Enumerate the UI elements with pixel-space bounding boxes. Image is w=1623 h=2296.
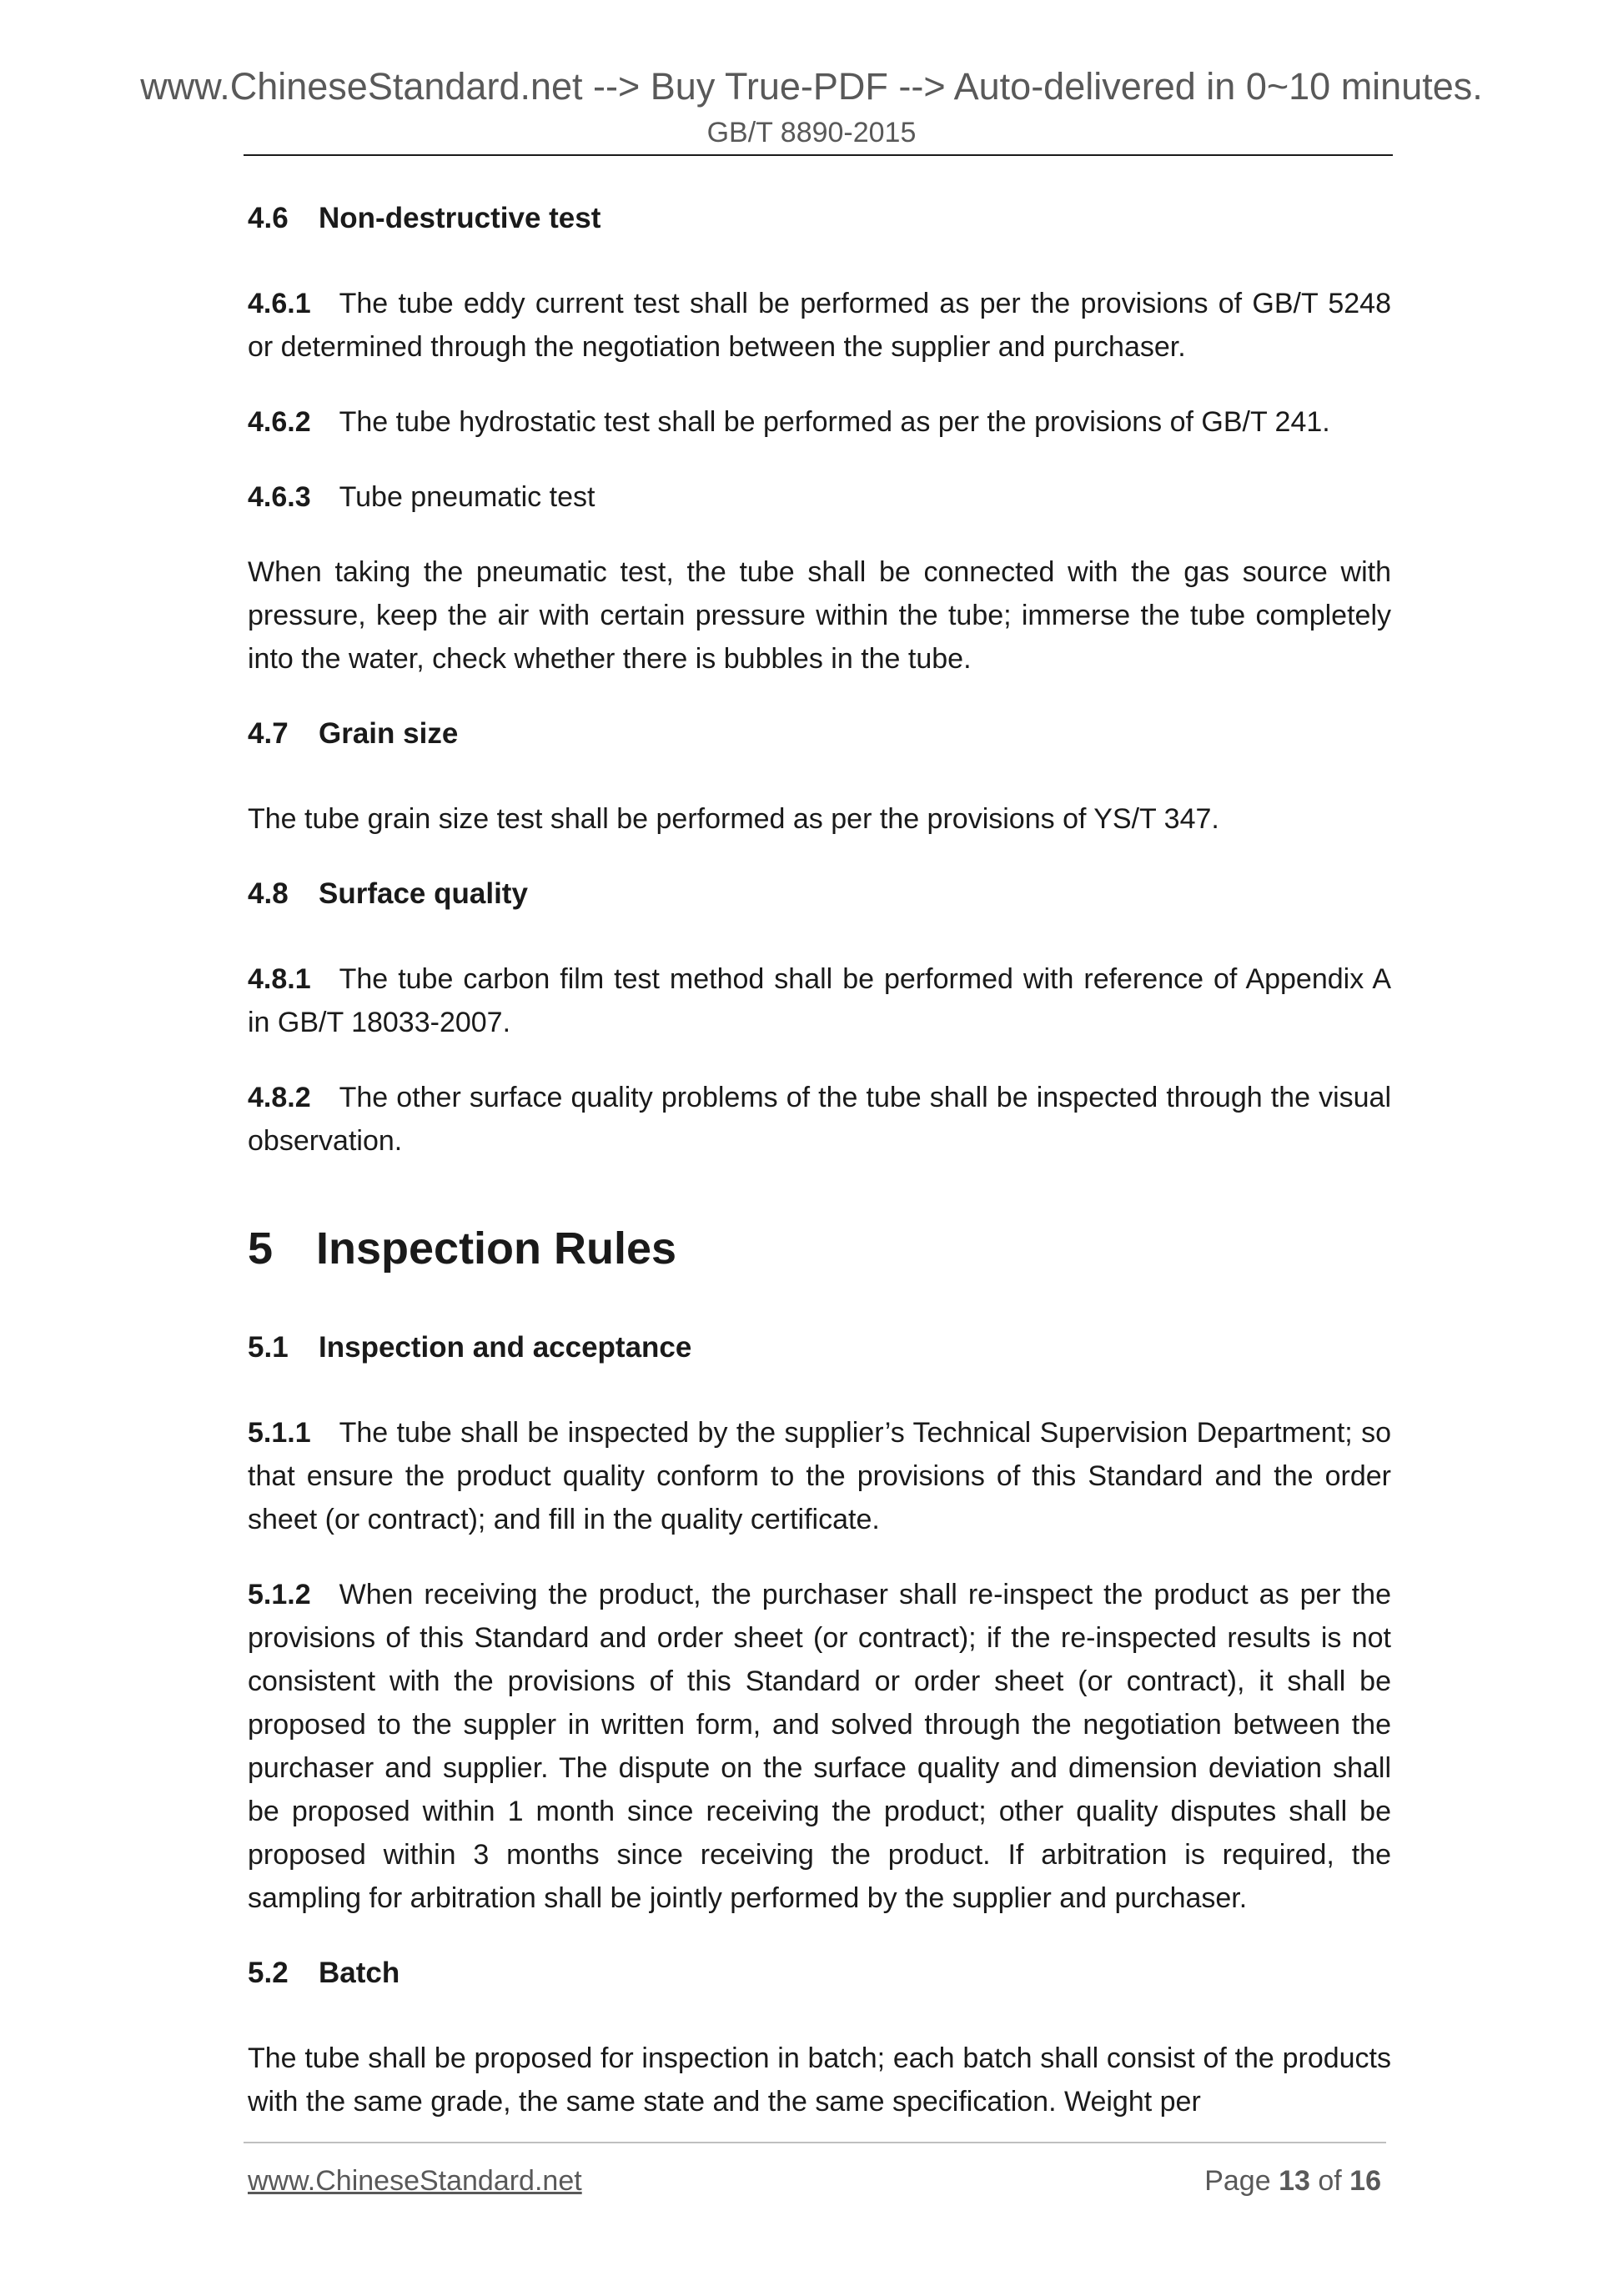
document-body <box>248 197 1391 2155</box>
section-heading-4-8 <box>248 872 1391 916</box>
clause-text: Tube pneumatic test <box>339 481 595 513</box>
clause-4-8-1 <box>248 957 1391 1044</box>
clause-text: The tube hydrostatic test shall be performed as per the provisions of GB/T 241. <box>339 406 1330 438</box>
clause-4-6-2 <box>248 400 1391 444</box>
clause-5-1-1 <box>248 1411 1391 1541</box>
chapter-heading-5 <box>248 1219 1391 1278</box>
clause-number: 4.6.3 <box>248 481 311 513</box>
footer-divider <box>244 2142 1386 2143</box>
clause-4-8-2 <box>248 1076 1391 1163</box>
clause-number: 4.8.2 <box>248 1082 311 1113</box>
clause-5-1-2 <box>248 1573 1391 1920</box>
section-title: Inspection and acceptance <box>319 1331 692 1364</box>
clause-number: 5.1.1 <box>248 1417 311 1449</box>
page-prefix: Page <box>1204 2165 1271 2197</box>
section-number: 5.1 <box>248 1331 289 1364</box>
section-heading-4-6 <box>248 197 1391 240</box>
page-current: 13 <box>1279 2165 1310 2197</box>
section-heading-4-7 <box>248 712 1391 756</box>
clause-text: The tube shall be inspected by the supplier’s Technical Supervision Department; so that ensure the product quality conform to the provisions of this Standard and the order sheet (or contract); and fill in the quality certificate. <box>248 1417 1391 1535</box>
paragraph-pneumatic-test: When taking the pneumatic test, the tube shall be connected with the gas source with pressure, keep the air with certain pressure within the tube; immerse the tube completely into the water, check whether there is bubbles in the tube. <box>248 556 1391 675</box>
header-banner: www.ChineseStandard.net --> Buy True-PDF --> Auto-delivered in 0~10 minutes. <box>140 65 1483 108</box>
section-title: Surface quality <box>319 877 528 910</box>
clause-text: When receiving the product, the purchaser shall re-inspect the product as per the provisions of this Standard and order sheet (or contract); if the re-inspected results is not consistent with the provisions of this Standard or order sheet (or contract), it shall be proposed to the suppler in written form, and solved through the negotiation between the purchaser and supplier. The dispute on the surface quality and dimension deviation shall be proposed within 1 month since receiving the product; other quality disputes shall be proposed within 3 months since receiving the product. If arbitration is required, the sampling for arbitration shall be jointly performed by the supplier and purchaser. <box>248 1579 1391 1914</box>
section-title: Grain size <box>319 717 459 750</box>
clause-4-6-1 <box>248 282 1391 369</box>
paragraph-grain-size: The tube grain size test shall be performed as per the provisions of YS/T 347. <box>248 803 1219 835</box>
clause-number: 4.8.1 <box>248 963 311 995</box>
chapter-number: 5 <box>248 1223 274 1274</box>
section-number: 4.8 <box>248 877 289 910</box>
clause-text: The tube eddy current test shall be performed as per the provisions of GB/T 5248 or determined through the negotiation between the supplier and purchaser. <box>248 288 1391 363</box>
section-heading-5-2 <box>248 1952 1391 1995</box>
paragraph-batch: The tube shall be proposed for inspection in batch; each batch shall consist of the products with the same grade, the same state and the same specification. Weight per <box>248 2042 1391 2118</box>
page-total: 16 <box>1349 2165 1381 2197</box>
section-number: 5.2 <box>248 1957 289 1989</box>
section-heading-5-1 <box>248 1326 1391 1369</box>
clause-number: 4.6.1 <box>248 288 311 319</box>
clause-number: 5.1.2 <box>248 1579 311 1610</box>
section-number: 4.7 <box>248 717 289 750</box>
clause-text: The other surface quality problems of the tube shall be inspected through the visual observation. <box>248 1082 1391 1157</box>
page-of: of <box>1318 2165 1342 2197</box>
section-title: Non-destructive test <box>319 202 601 234</box>
header-divider <box>244 154 1393 156</box>
section-title: Batch <box>319 1957 400 1989</box>
clause-text: The tube carbon film test method shall be performed with reference of Appendix A in GB/T 18033-2007. <box>248 963 1391 1038</box>
footer-site-link[interactable]: www.ChineseStandard.net <box>248 2165 582 2197</box>
clause-number: 4.6.2 <box>248 406 311 438</box>
chapter-title: Inspection Rules <box>316 1223 677 1274</box>
standard-code: GB/T 8890-2015 <box>706 117 917 148</box>
page-indicator <box>1204 2165 1381 2198</box>
clause-4-6-3 <box>248 475 1391 519</box>
section-number: 4.6 <box>248 202 289 234</box>
